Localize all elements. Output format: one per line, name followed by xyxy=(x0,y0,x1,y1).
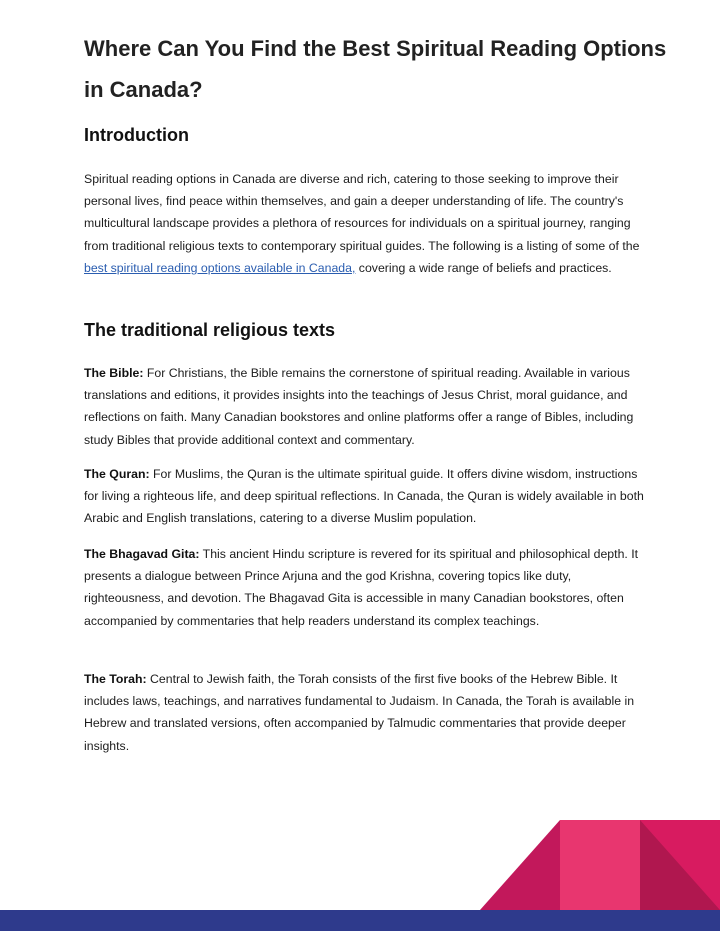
torah-text: Central to Jewish faith, the Torah consists of the first five books of the Hebrew Bible. It includes laws, teachings, and narratives fundamental to Judaism. In Canada, the Torah is available in Hebrew and translated versions, often accompanied by Talmudic commentaries that provide deeper insights. xyxy=(84,672,635,753)
bible-label: The Bible: xyxy=(84,366,144,380)
bhagavad-gita-label: The Bhagavad Gita: xyxy=(84,547,200,561)
footer-bar xyxy=(0,910,720,931)
bible-paragraph xyxy=(84,362,644,451)
torah-paragraph xyxy=(84,668,644,757)
torah-label: The Torah: xyxy=(84,672,147,686)
bhagavad-gita-text: This ancient Hindu scripture is revered for its spiritual and philosophical depth. It presents a dialogue between Prince Arjuna and the god Krishna, covering topics like duty, righteousness, and devotion. The Bhagavad Gita is accessible in many Canadian bookstores, often accompanied by commentaries that help readers understand its complex teachings. xyxy=(84,547,639,628)
page-title: Where Can You Find the Best Spiritual Reading Options in Canada? xyxy=(84,36,667,102)
decorative-corner-shapes xyxy=(480,820,720,910)
introduction-heading: Introduction xyxy=(84,125,189,145)
decor-pink-block xyxy=(560,820,640,910)
quran-paragraph xyxy=(84,463,644,530)
intro-text-before-link: Spiritual reading options in Canada are diverse and rich, catering to those seeking to improve their personal lives, find peace within themselves, and gain a deeper understanding of life. The country's multicultural landscape provides a plethora of resources for individuals on a spiritual journey, ranging from traditional religious texts to contemporary spiritual guides. The following is a listing of some of the xyxy=(84,172,640,253)
bible-text: For Christians, the Bible remains the cornerstone of spiritual reading. Available in various translations and editions, it provides insights into the teachings of Jesus Christ, moral guidance, and reflections on faith. Many Canadian bookstores and online platforms offer a range of Bibles, including study Bibles that provide additional context and commentary. xyxy=(84,366,634,447)
quran-text: For Muslims, the Quran is the ultimate spiritual guide. It offers divine wisdom, instructions for living a righteous life, and deep spiritual reflections. In Canada, the Quran is widely available in both Arabic and English translations, catering to a diverse Muslim population. xyxy=(84,467,644,526)
bhagavad-gita-paragraph xyxy=(84,543,644,632)
traditional-texts-heading: The traditional religious texts xyxy=(84,320,336,340)
introduction-paragraph xyxy=(84,168,644,279)
intro-text-after-link: covering a wide range of beliefs and practices. xyxy=(355,260,612,275)
decor-crimson-triangle xyxy=(480,820,560,910)
quran-label: The Quran: xyxy=(84,467,150,481)
spiritual-reading-options-link[interactable]: best spiritual reading options available in Canada, xyxy=(84,260,356,275)
